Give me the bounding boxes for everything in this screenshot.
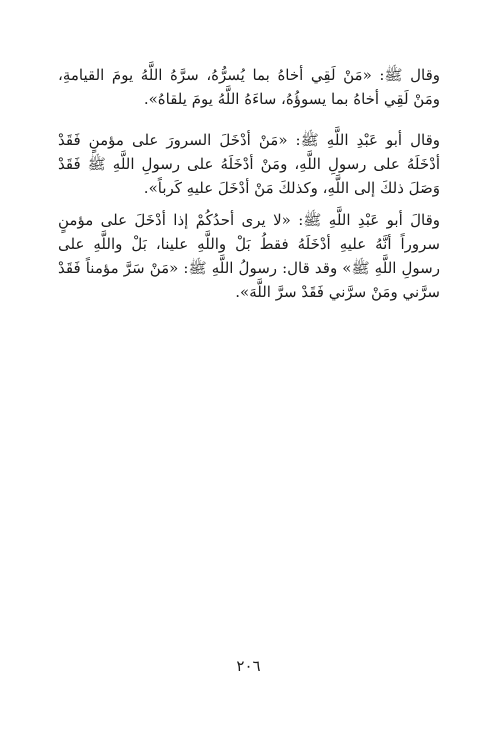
page-number: ٢٠٦ xyxy=(236,657,261,675)
paragraph-1: وقال ﷺ: «مَنْ لَقِي أخاهُ بما يُسرُّهُ، سرَّهُ اللَّهُ يومَ القيامةِ، ومَنْ لَقِي أخاهُ بما يسوؤُهُ، ساءَهُ اللَّهُ يومَ يلقاهُ». xyxy=(58,66,440,108)
paragraph-3: وقالَ أبو عَبْدِ اللَّهِ ﷺ: «لا يرى أحدُكُمْ إذا أدْخَلَ على مؤمنٍ سروراً أنَّهُ عليهِ أدْخَلَهُ فقطُ بَلْ واللَّهِ علينا، بَلْ واللَّهِ على رسولِ اللَّهِ ﷺ» وقد قال: رسولُ اللَّهِ ﷺ: «مَنْ سَرَّ مؤمناً فَقَدْ سرَّني ومَنْ سرَّني فَقَدْ سرَّ اللَّهَ». xyxy=(58,211,440,301)
paragraph-2: وقال أبو عَبْدِ اللَّهِ ﷺ: «مَنْ أدْخَلَ السرورَ على مؤمنٍ فَقَدْ أدْخَلَهُ على رسولِ اللَّهِ، ومَنْ أدْخَلَهُ على رسولِ اللَّهِ ﷺ فَقَدْ وَصَلَ ذلكَ إلى اللَّهِ، وكذلكَ مَنْ أدْخَلَ عليهِ كَرباً». xyxy=(58,131,440,197)
